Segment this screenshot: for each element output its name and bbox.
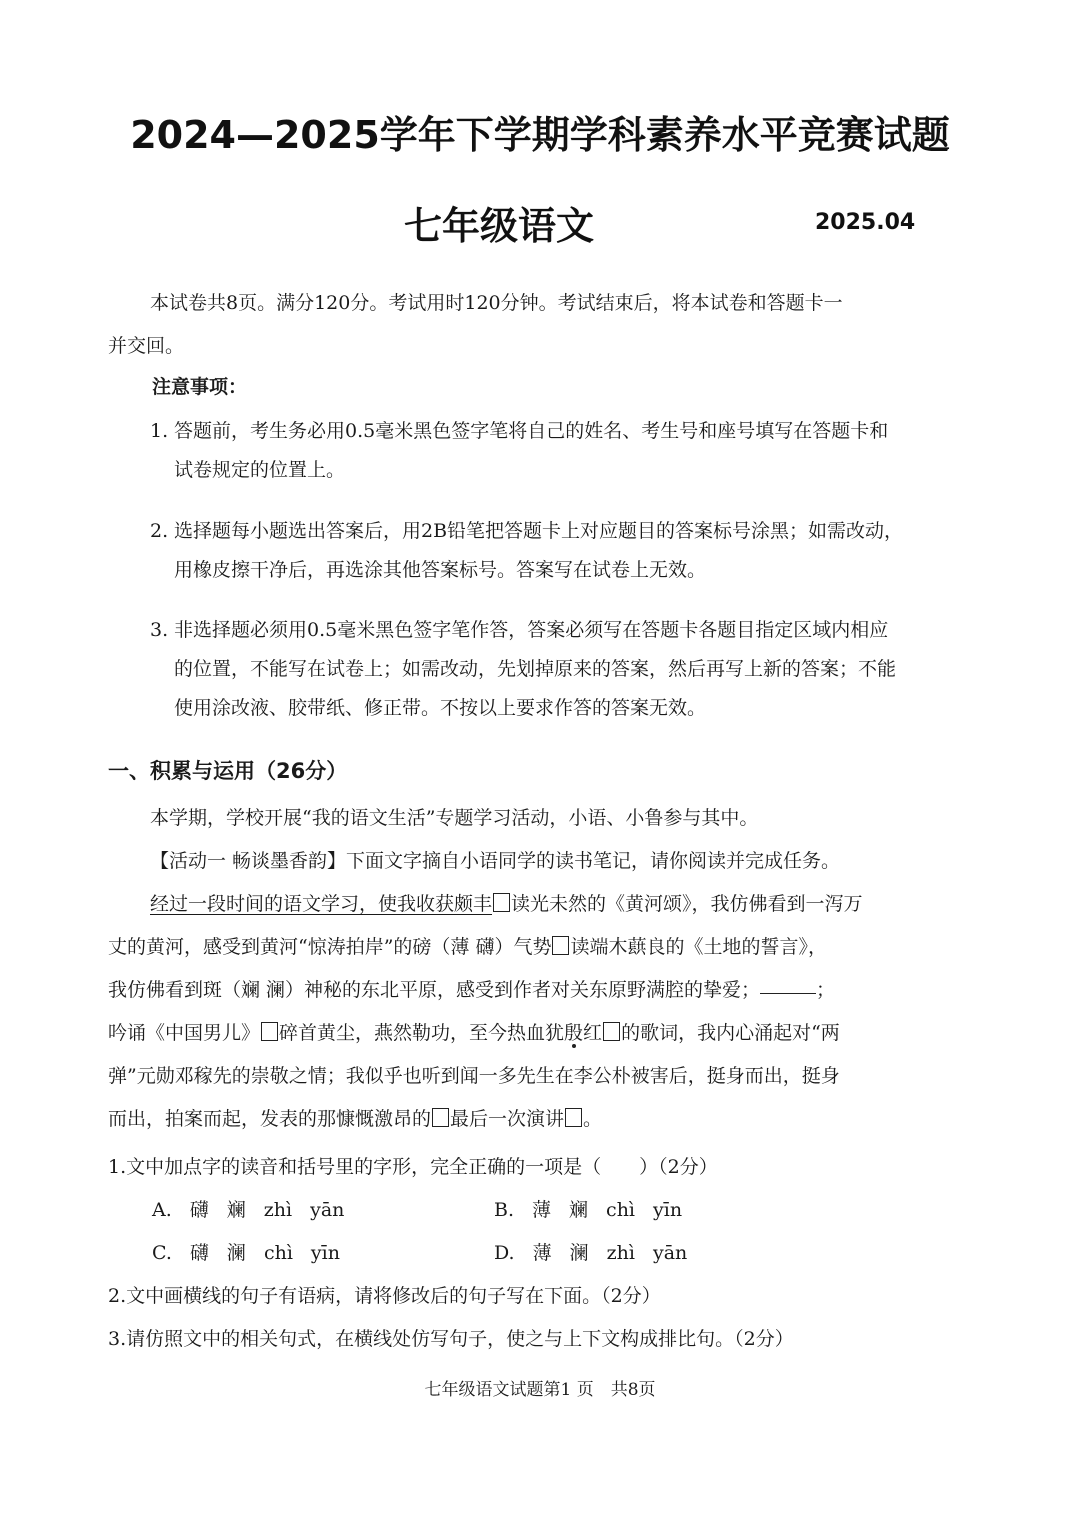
option-pinyin: yīn [310, 1242, 340, 1264]
option-char: 礴 [189, 1199, 209, 1221]
activity-intro: 本学期，学校开展“我的语文生活”专题学习活动，小语、小鲁参与其中。 [150, 807, 759, 829]
option-pinyin: zhì [606, 1242, 635, 1264]
option-label: C. [152, 1242, 172, 1264]
blank-box [261, 1022, 278, 1041]
notice-item-number: 3. [150, 619, 169, 641]
passage-text: 我仿佛看到斑（斓 澜）神秘的东北平原，感受到作者对关东原野满腔的挚爱； [108, 979, 761, 1001]
notice-item-3 [150, 611, 978, 728]
passage-text: 碎首黄尘，燕然勒功，至今热血犹 [279, 1022, 565, 1044]
passage-text: 的歌词，我内心涌起对“两 [621, 1022, 840, 1044]
activity-one-prompt: 【活动一 畅谈墨香韵】下面文字摘自小语同学的读书笔记，请你阅读并完成任务。 [150, 850, 841, 872]
passage-text: 读光未然的《黄河颂》，我仿佛看到一泻万 [511, 893, 863, 915]
notice-item-text: 的位置，不能写在试卷上；如需改动，先划掉原来的答案，然后再写上新的答案；不能 [174, 658, 897, 680]
option-char: 斓 [569, 1199, 589, 1221]
option-pinyin: yān [652, 1242, 688, 1264]
option-char: 斓 [226, 1199, 246, 1221]
blank-box [432, 1108, 449, 1127]
blank-box [493, 893, 510, 912]
passage-line-1 [108, 883, 978, 926]
exam-subtitle: 七年级语文 [404, 204, 595, 248]
passage-line-5: 弹”元勋邓稼先的崇敬之情；我似乎也听到闻一多先生在李公朴被害后，挺身而出，挺身 [108, 1065, 840, 1087]
passage-line-2 [108, 926, 978, 969]
blank-box [603, 1022, 620, 1041]
option-char: 薄 [532, 1242, 552, 1264]
option-c [152, 1238, 358, 1265]
notice-item-1 [150, 412, 978, 490]
passage-text: 最后一次演讲 [450, 1108, 565, 1130]
notice-heading: 注意事项： [152, 376, 248, 398]
fill-in-blank [760, 992, 816, 994]
option-char: 澜 [569, 1242, 589, 1264]
option-char: 澜 [226, 1242, 246, 1264]
option-char: 薄 [532, 1199, 552, 1221]
option-d [494, 1238, 705, 1265]
passage-line-4 [108, 1012, 978, 1055]
notice-item-text: 使用涂改液、胶带纸、修正带。不按以上要求作答的答案无效。 [174, 697, 707, 719]
exam-title: 2024—2025学年下学期学科素养水平竞赛试题 [130, 113, 950, 157]
option-pinyin: zhì [263, 1199, 293, 1221]
question-1: 1.文中加点字的读音和括号里的字形，完全正确的一项是（ ）（2分） [108, 1156, 718, 1178]
intro-line-1: 本试卷共8页。满分120分。考试用时120分钟。考试结束后，将本试卷和答题卡一 [150, 292, 843, 314]
notice-item-text: 非选择题必须用0.5毫米黑色签字笔作答，答案必须写在答题卡各题目指定区域内相应 [174, 619, 889, 641]
underlined-sentence: 经过一段时间的语文学习，使我收获颇丰 [150, 893, 493, 915]
passage-text: 红 [583, 1022, 603, 1044]
notice-item-2 [150, 512, 978, 590]
notice-item-number: 2. [150, 520, 169, 542]
option-pinyin: yīn [653, 1199, 683, 1221]
option-a [152, 1195, 362, 1222]
option-label: D. [494, 1242, 515, 1264]
option-pinyin: chì [263, 1242, 293, 1264]
option-b [494, 1195, 700, 1222]
passage-text: 。 [583, 1108, 603, 1130]
notice-item-text: 用橡皮擦干净后，再选涂其他答案标号。答案写在试卷上无效。 [174, 559, 707, 581]
passage-text: 丈的黄河，感受到黄河“惊涛拍岸”的磅（薄 礴）气势 [108, 936, 552, 958]
exam-date: 2025.04 [815, 210, 916, 235]
section-1-heading: 一、积累与运用（26分） [108, 759, 348, 783]
passage-text: 而出，拍案而起，发表的那慷慨激昂的 [108, 1108, 432, 1130]
question-2: 2.文中画横线的句子有语病，请将修改后的句子写在下面。（2分） [108, 1285, 661, 1307]
passage-line-6 [108, 1098, 978, 1141]
passage-text: ； [816, 979, 836, 1001]
dotted-character: 殷 [564, 1022, 584, 1044]
option-pinyin: yān [310, 1199, 345, 1221]
passage-text: 读端木蕻良的《土地的誓言》， [570, 936, 827, 958]
option-pinyin: chì [606, 1199, 636, 1221]
notice-item-number: 1. [150, 420, 169, 442]
notice-item-text: 选择题每小题选出答案后，用2B铅笔把答题卡上对应题目的答案标号涂黑；如需改动， [174, 520, 904, 542]
blank-box [552, 936, 569, 955]
option-label: A. [152, 1199, 172, 1221]
page-footer: 七年级语文试题第1 页 共8页 [424, 1380, 656, 1400]
blank-box [565, 1108, 582, 1127]
passage-text: 吟诵《中国男儿》 [108, 1022, 261, 1044]
option-label: B. [494, 1199, 515, 1221]
notice-item-text: 试卷规定的位置上。 [174, 459, 346, 481]
question-3: 3.请仿照文中的相关句式，在横线处仿写句子，使之与上下文构成排比句。（2分） [108, 1328, 794, 1350]
option-char: 礴 [189, 1242, 209, 1264]
intro-line-2: 并交回。 [108, 335, 185, 357]
passage-line-3 [108, 969, 978, 1012]
notice-item-text: 答题前，考生务必用0.5毫米黑色签字笔将自己的姓名、考生号和座号填写在答题卡和 [174, 420, 889, 442]
